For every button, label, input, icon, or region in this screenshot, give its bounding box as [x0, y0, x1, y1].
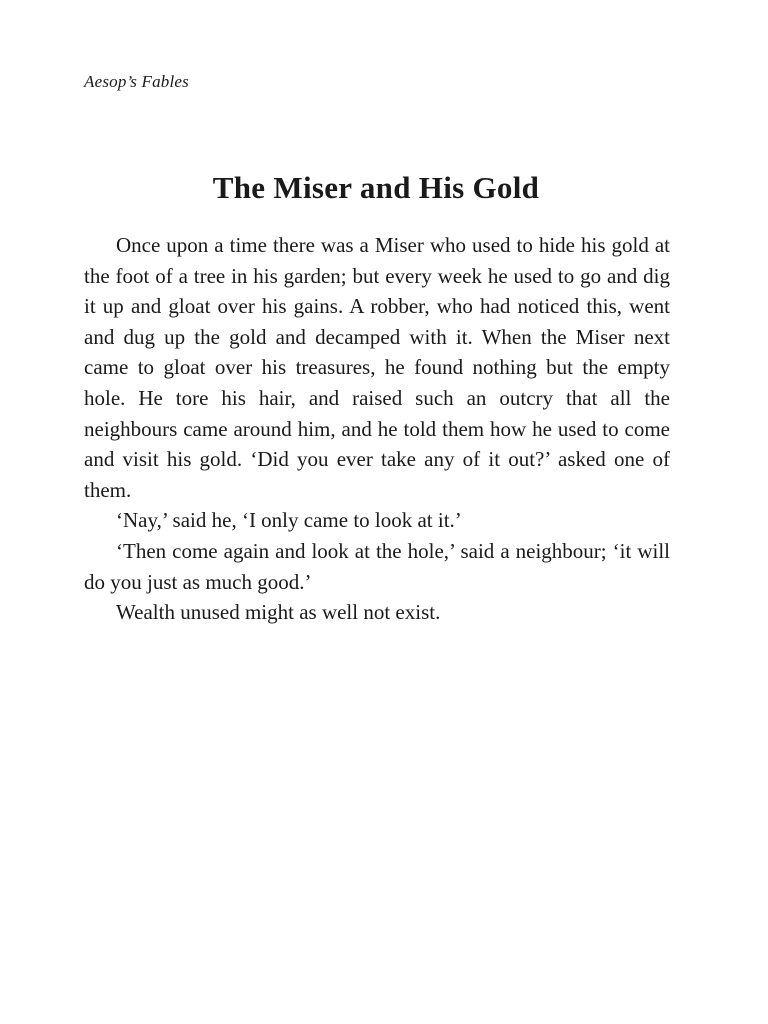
paragraph: ‘Then come again and look at the hole,’ said a neighbour; ‘it will do you just as much good.’	[84, 538, 670, 594]
fable-body	[84, 230, 670, 628]
running-head: Aesop’s Fables	[84, 72, 189, 91]
paragraph: Once upon a time there was a Miser who used to hide his gold at the foot of a tree in his garden; but every week he used to go and dig it up and gloat over his gains. A robber, who had noticed this, went and dug up the gold and decamped with it. When the Miser next came to gloat over his treasures, he found nothing but the empty hole. He tore his hair, and raised such an outcry that all the neighbours came around him, and he told them how he used to come and visit his gold. ‘Did you ever take any of it out?’ asked one of them.	[84, 233, 670, 502]
page-title: The Miser and His Gold	[212, 170, 540, 205]
paragraph: Wealth unused might as well not exist.	[116, 600, 441, 625]
paragraph: ‘Nay,’ said he, ‘I only came to look at it.’	[116, 508, 462, 533]
